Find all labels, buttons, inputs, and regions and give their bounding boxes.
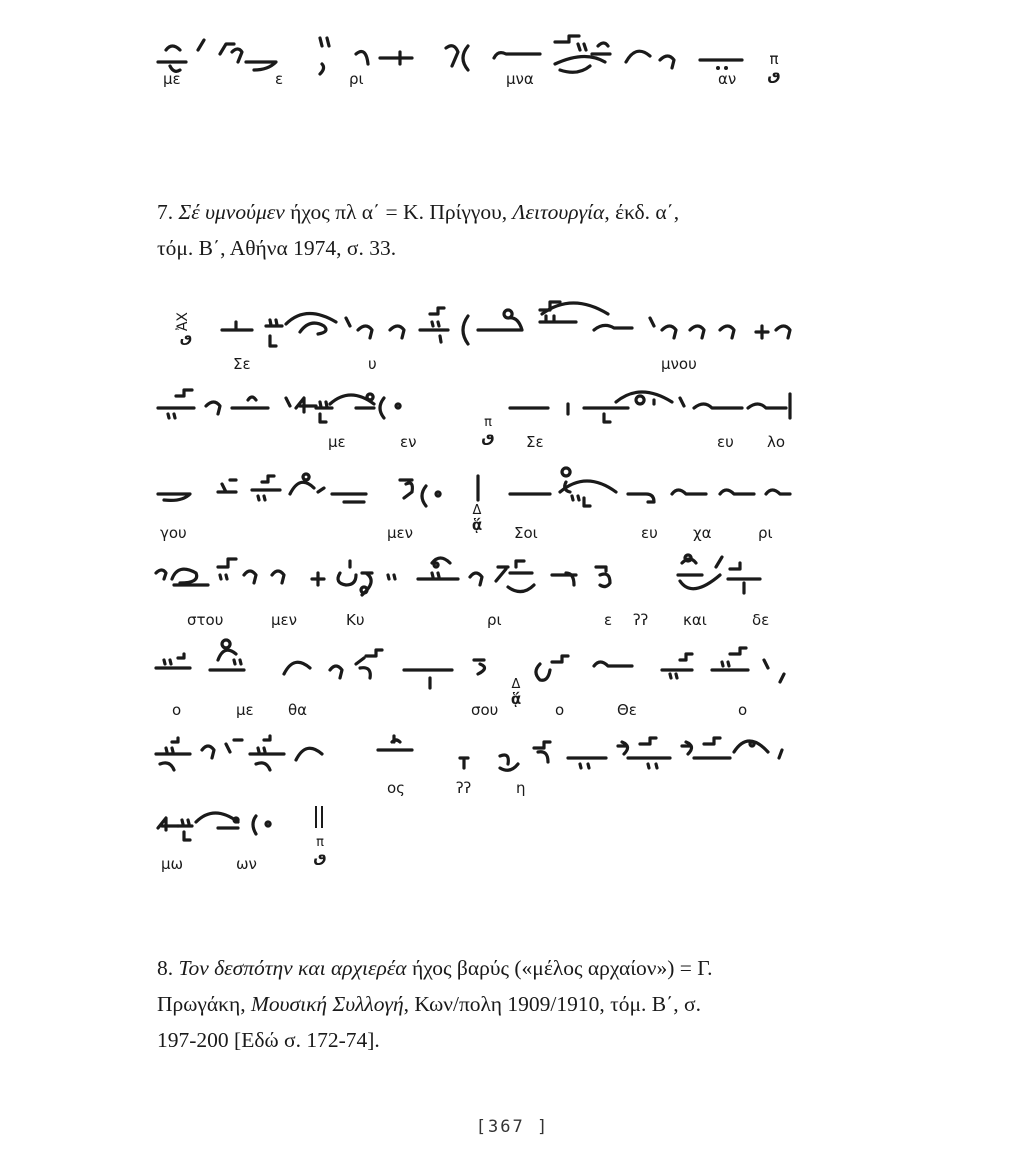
- hymn-title: Τον δεσπότην και αρχιερέα: [178, 956, 407, 980]
- martyria-mark: π ٯ: [481, 415, 495, 446]
- neume-notation: [0, 462, 1025, 552]
- syllable: μεν: [271, 611, 298, 629]
- syllable: υ: [368, 355, 377, 373]
- syllable: και: [683, 611, 707, 629]
- syllable: ʔʔ: [456, 779, 472, 797]
- neume-line-1: [0, 290, 1025, 380]
- neume-line-3: [0, 462, 1025, 552]
- neume-notation: [0, 290, 1025, 380]
- syllable: ευ: [717, 433, 734, 451]
- syllable: ʔʔ: [633, 611, 649, 629]
- syllable: ρι: [349, 70, 364, 88]
- syllable: με: [163, 70, 181, 88]
- neume-notation: [0, 372, 1025, 462]
- martyria-mark: Δ ᾅ: [510, 677, 522, 708]
- syllable: δε: [752, 611, 770, 629]
- neume-notation: [0, 545, 1025, 635]
- syllable: ων: [236, 855, 257, 873]
- syllable: ο: [555, 701, 565, 719]
- syllable: ε: [604, 611, 613, 629]
- citation-text: Πρωγάκη,: [157, 992, 251, 1016]
- neume-notation: [0, 20, 1025, 110]
- syllable: μεν: [387, 524, 414, 542]
- neume-line-7: [0, 796, 1025, 886]
- neume-line-2: [0, 372, 1025, 462]
- syllable: ο: [738, 701, 748, 719]
- syllable: ρι: [758, 524, 773, 542]
- syllable: Σε: [526, 433, 544, 451]
- example-number: 7.: [157, 200, 174, 224]
- syllable: ε: [275, 70, 284, 88]
- syllable: Κυ: [346, 611, 365, 629]
- citation-text: 197-200 [Εδώ σ. 172-74].: [157, 1028, 380, 1052]
- syllable: μω: [161, 855, 184, 873]
- syllable: γου: [160, 524, 187, 542]
- example-8-citation: [157, 950, 797, 1058]
- syllable: με: [236, 701, 254, 719]
- citation-text: , έκδ. α΄,: [604, 200, 680, 224]
- syllable: στου: [187, 611, 224, 629]
- citation-text: ήχος πλ α΄ = Κ. Πρίγγου,: [284, 200, 513, 224]
- example-7-citation: [157, 194, 797, 266]
- syllable: λο: [767, 433, 786, 451]
- top-neume-line: [0, 20, 1025, 110]
- syllable: ευ: [641, 524, 658, 542]
- martyria-start: ἈΧ ٯ: [175, 312, 193, 347]
- final-barline: [315, 806, 317, 828]
- syllable: ος: [387, 779, 405, 797]
- collection-title: Μουσική Συλλογή: [251, 992, 404, 1016]
- martyria-mark: Δ ᾅ: [471, 503, 483, 534]
- syllable: ρι: [487, 611, 502, 629]
- neume-notation: [0, 796, 1025, 886]
- final-barline: [321, 806, 323, 828]
- syllable: θα: [288, 701, 308, 719]
- example-number: 8.: [157, 956, 174, 980]
- martyria-end-mark: π ٯ: [767, 50, 781, 84]
- syllable: μνου: [661, 355, 697, 373]
- citation-text: , Κων/πολη 1909/1910, τόμ. Β΄, σ.: [403, 992, 702, 1016]
- syllable: ο: [172, 701, 182, 719]
- syllable: Θε: [617, 701, 637, 719]
- syllable: χα: [693, 524, 712, 542]
- martyria-end-mark: π ٯ: [313, 835, 327, 866]
- work-title: Λειτουργία: [512, 200, 605, 224]
- citation-text: τόμ. Β΄, Αθήνα 1974, σ. 33.: [157, 236, 397, 260]
- syllable: μνα: [506, 70, 534, 88]
- syllable: εν: [400, 433, 417, 451]
- syllable: αν: [718, 70, 737, 88]
- hymn-title: Σέ υμνούμεν: [178, 200, 285, 224]
- citation-text: ήχος βαρύς («μέλος αρχαίον») = Γ.: [406, 956, 713, 980]
- page-number: [367 ]: [475, 1117, 550, 1137]
- syllable: Σε: [233, 355, 251, 373]
- syllable: με: [328, 433, 346, 451]
- neume-line-4: [0, 545, 1025, 635]
- syllable: σου: [471, 701, 499, 719]
- syllable: Σοι: [514, 524, 538, 542]
- syllable: η: [516, 779, 526, 797]
